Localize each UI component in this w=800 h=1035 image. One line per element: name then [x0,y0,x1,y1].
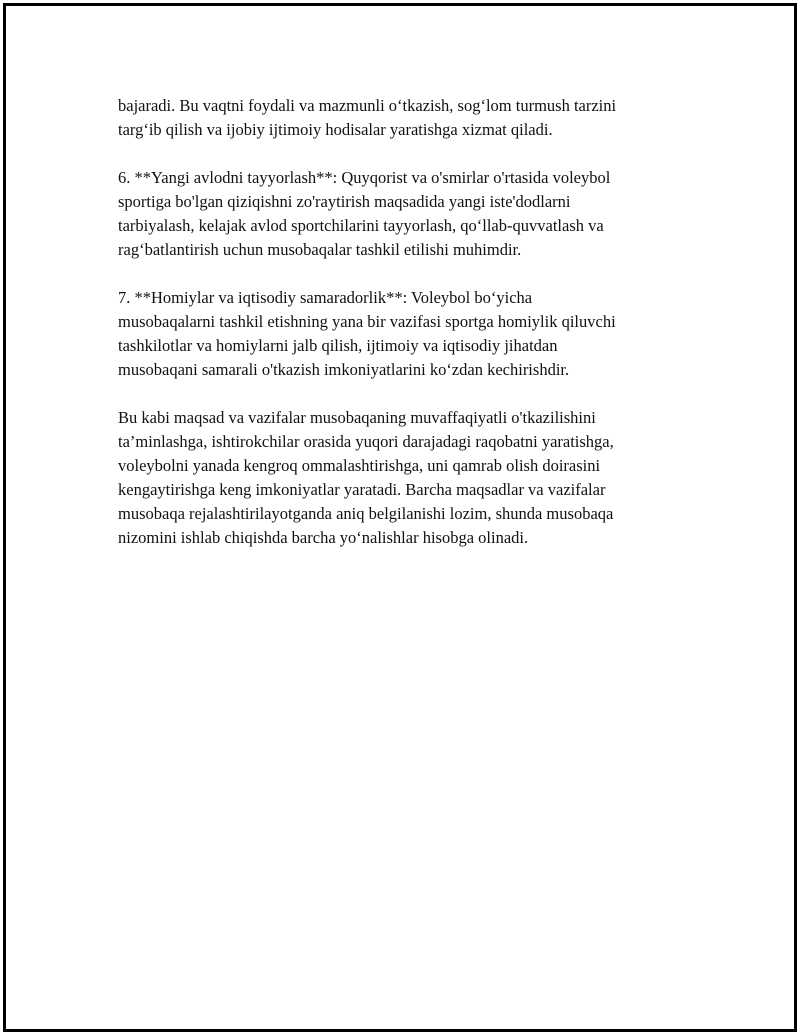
paragraph-item-6: 6. **Yangi avlodni tayyorlash**: Quyqorist va o'smirlar o'rtasida voleybol sportiga bo'lgan qiziqishni zo'raytirish maqsadida yangi iste'dodlarni tarbiyalash, kelajak avlod sportchilarini tayyorlash, qo‘llab-quvvatlash va rag‘batlantirish uchun musobaqalar tashkil etilishi muhimdir. [118,168,611,259]
paragraph-conclusion: Bu kabi maqsad va vazifalar musobaqaning muvaffaqiyatli o'tkazilishini ta’minlashga, ishtirokchilar orasida yuqori darajadagi raqobatni yaratishga, voleybolni yanada kengroq ommalashtirishga, uni qamrab olish doirasini kengaytirishga keng imkoniyatlar yaratadi. Barcha maqsadlar va vazifalar musobaqa rejalashtirilayotganda aniq belgilanishi lozim, shunda musobaqa nizomini ishlab chiqishda barcha yo‘nalishlar hisobga olinadi. [118,408,614,547]
paragraph-item-7: 7. **Homiylar va iqtisodiy samaradorlik**: Voleybol bo‘yicha musobaqalarni tashkil etishning yana bir vazifasi sportga homiylik qiluvchi tashkilotlar va homiylarni jalb qilish, ijtimoiy va iqtisodiy jihatdan musobaqani samarali o'tkazish imkoniyatlarini ko‘zdan kechirishdir. [118,288,616,379]
paragraph-continuation: bajaradi. Bu vaqtni foydali va mazmunli o‘tkazish, sog‘lom turmush tarzini targ‘ib qilish va ijobiy ijtimoiy hodisalar yaratishga xizmat qiladi. [118,96,617,139]
document-body [118,94,678,574]
